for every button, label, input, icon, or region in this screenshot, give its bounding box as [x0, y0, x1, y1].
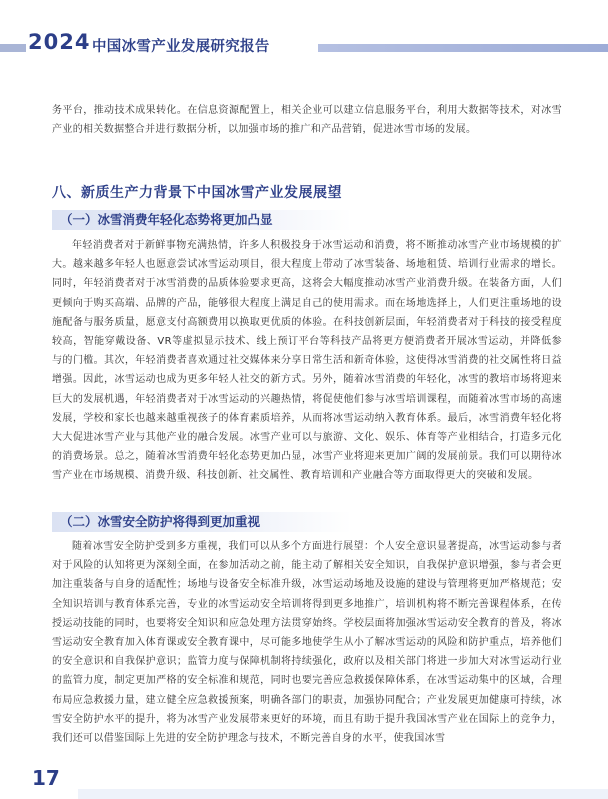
subsection-1-paragraph: 年轻消费者对于新鲜事物充满热情，许多人积极投身于冰雪运动和消费，将不断推动冰雪产业市场规模的扩大。越来越多年轻人也愿意尝试冰雪运动项目，很大程度上带动了冰雪装备、场地租赁、培训行业需求的增长。同时，年轻消费者对于冰雪消费的品质体验要求更高，这将会大幅度推动冰雪产业消费升级。在装备方面，人们更倾向于购买高端、品牌的产品，能够很大程度上满足自己的使用需求。而在场地选择上，人们更注重场地的设施配备与服务质量，愿意支付高额费用以换取更优质的体验。在科技创新层面，年轻消费者对于科技的接受程度较高，智能穿戴设备、VR等虚拟显示技术、线上预订平台等科技产品将更方便消费者开展冰雪运动，并降低参与的门槛。其次，年轻消费者喜欢通过社交媒体来分享日常生活和新奇体验，这使得冰雪消费的社交属性将日益增强。因此，冰雪运动也成为更多年轻人社交的新方式。另外，随着冰雪消费的年轻化，冰雪的教培市场将迎来巨大的发展机遇，年轻消费者对于冰雪运动的兴趣热情，将促使他们参与冰雪培训课程，而随着冰雪市场的高速发展，学校和家长也越来越重视孩子的体育素质培养，从而将冰雪运动纳入教育体系。最后，冰雪消费年轻化将大大促进冰雪产业与其他产业的融合发展。冰雪产业可以与旅游、文化、娱乐、体育等产业相结合，打造多元化的消费场景。总之，随着冰雪消费年轻化态势更加凸显，冰雪产业将迎来更加广阔的发展前景。我们可以期待冰雪产业在市场规模、消费升级、科技创新、社交属性、教育培训和产业融合等方面取得更大的突破和发展。 [52, 240, 562, 482]
header-title: 中国冰雪产业发展研究报告 [92, 39, 270, 55]
subsection-1-title [52, 210, 372, 230]
section-title: 八、新质生产力背景下中国冰雪产业发展展望 [52, 185, 342, 201]
header-left-bar [0, 44, 26, 52]
header-year: 2024 [28, 30, 91, 54]
intro-paragraph: 务平台，推动技术成果转化。在信息资源配置上，相关企业可以建立信息服务平台，利用大数据等技术，对冰雪产业的相关数据整合并进行数据分析，以加强市场的推广和产品营销，促进冰雪市场的发展。 [52, 105, 562, 136]
header-right-bar [318, 44, 608, 52]
subsection-2-title [52, 512, 372, 532]
subsection-2-title-text: （二）冰雪安全防护将得到更加重视 [60, 514, 261, 529]
subsection-1-title-text: （一）冰雪消费年轻化态势将更加凸显 [60, 212, 273, 227]
subsection-2-paragraph: 随着冰雪安全防护受到多方重视，我们可以从多个方面进行展望：个人安全意识显著提高，冰雪运动参与者对于风险的认知将更为深刻全面，在参加活动之前，能主动了解相关安全知识，自我保护意识增强，参与者会更加注重装备与自身的适配性；场地与设备安全标准升级，冰雪运动场地及设施的建设与管理将更加严格规范；安全知识培训与教育体系完善，专业的冰雪运动安全培训将得到更多地推广，培训机构将不断完善课程体系，在传授运动技能的同时，也要将安全知识和应急处理方法贯穿始终。学校层面将加强冰雪运动安全教育的普及，将冰雪运动安全教育加入体育课或安全教育课中，尽可能多地使学生从小了解冰雪运动的风险和防护重点，培养他们的安全意识和自我保护意识；监管力度与保障机制将持续强化，政府以及相关部门将进一步加大对冰雪运动行业的监管力度，制定更加严格的安全标准和规范，同时也要完善应急救援保障体系，在冰雪运动集中的区域，合理布局应急救援力量，建立健全应急救援预案，明确各部门的职责，加强协同配合；产业发展更加健康可持续，冰雪安全防护水平的提升，将为冰雪产业发展带来更好的环境，而且有助于提升我国冰雪产业在国际上的竞争力，我们还可以借鉴国际上先进的安全防护理念与技术，不断完善自身的水平，使我国冰雪 [52, 541, 562, 745]
page-header [0, 0, 608, 70]
page-number: 17 [32, 766, 60, 790]
footer-bar [78, 789, 608, 799]
